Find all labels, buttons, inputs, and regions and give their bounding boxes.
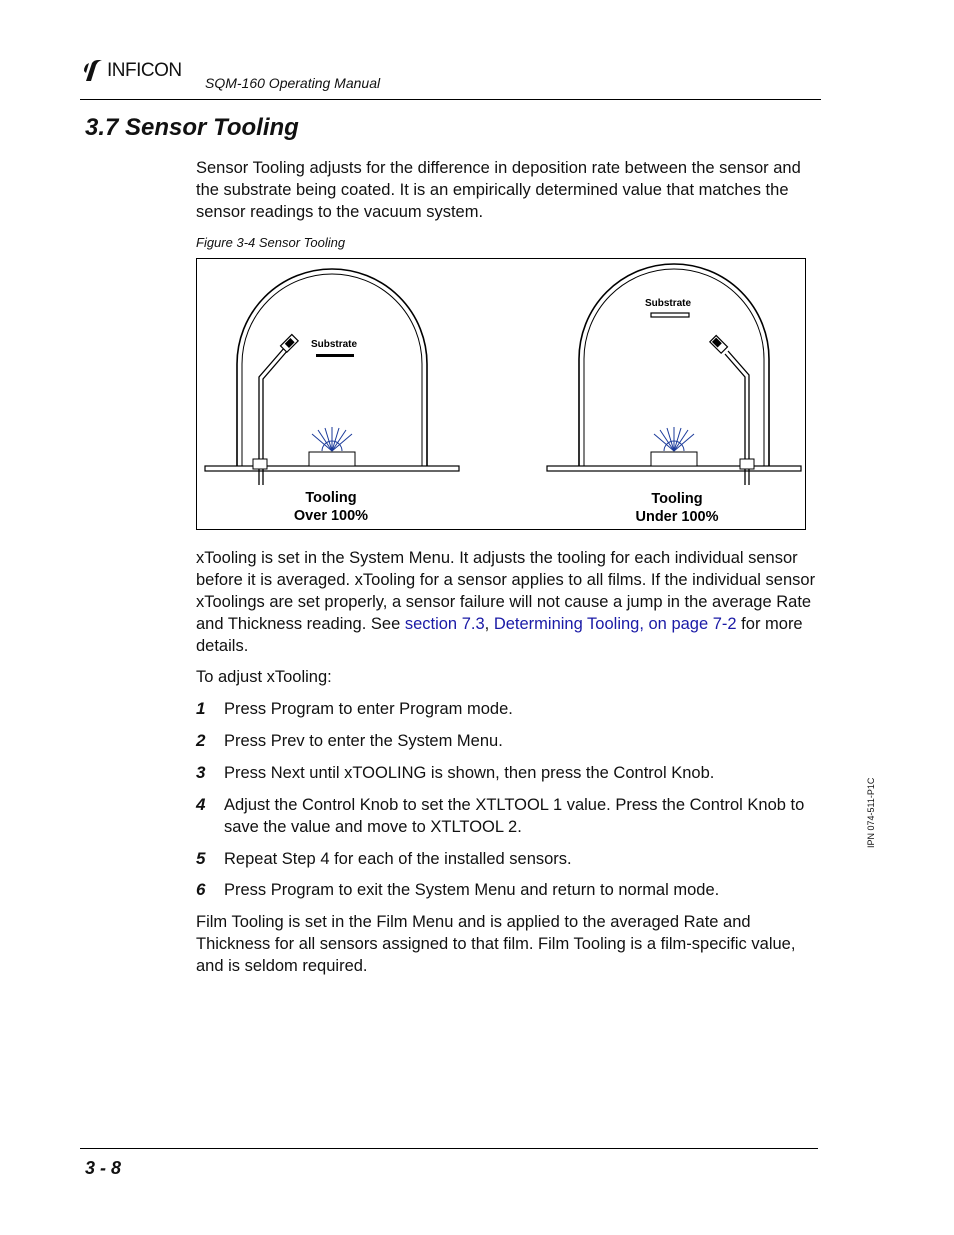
right-vapor-plume	[654, 427, 694, 451]
step-text: Press Program to enter Program mode.	[224, 700, 513, 718]
section-title: 3.7 Sensor Tooling	[85, 114, 299, 141]
left-substrate-label: Substrate	[310, 339, 358, 350]
adjust-intro: To adjust xTooling:	[196, 668, 332, 686]
page-number: 3 - 8	[85, 1158, 122, 1178]
step-text: Adjust the Control Knob to set the XTLTOOL 1 value. Press the Control Knob to save the value and move to XTLTOOL 2.	[224, 796, 805, 836]
step-number: 1	[196, 699, 206, 718]
inficon-logo-mark	[82, 59, 104, 83]
left-substrate	[316, 354, 354, 357]
determining-tooling-link[interactable]: Determining Tooling, on page 7-2	[493, 615, 737, 633]
step-number: 5	[196, 849, 206, 868]
sensor-tooling-figure	[196, 258, 806, 530]
link-separator: ,	[484, 615, 494, 633]
right-tooling-label-line1: Tooling	[651, 491, 703, 507]
left-baseplate	[205, 466, 459, 471]
step-number: 4	[196, 795, 206, 814]
left-vapor-plume	[312, 427, 352, 451]
header-divider	[80, 99, 821, 100]
right-tooling-label-line2: Under 100%	[635, 509, 719, 525]
footer-divider	[80, 1148, 818, 1149]
intro-paragraph: Sensor Tooling adjusts for the difference in deposition rate between the sensor and the substrate being coated. It is an empirically determined value that matches the sensor readings to the vacuum system.	[196, 159, 801, 221]
film-tooling-paragraph: Film Tooling is set in the Film Menu and is applied to the averaged Rate and Thickness for all sensors assigned to that film. Film Tooling is a film-specific value, and is seldom required.	[196, 913, 796, 975]
figure-caption: Figure 3-4 Sensor Tooling	[196, 235, 346, 250]
manual-title: SQM-160 Operating Manual	[205, 75, 381, 91]
xtooling-text-after: for more details.	[196, 615, 803, 655]
left-source	[309, 452, 355, 466]
step-number: 3	[196, 763, 206, 782]
brand-name: INFICON	[107, 60, 182, 81]
xtooling-paragraph	[196, 547, 816, 657]
right-source	[651, 452, 697, 466]
step-text: Press Program to exit the System Menu and return to normal mode.	[224, 881, 720, 899]
right-baseplate	[547, 466, 801, 471]
left-tooling-label-line1: Tooling	[305, 490, 357, 506]
left-sensor-arm	[253, 335, 298, 485]
right-sensor-arm	[710, 336, 754, 485]
ipn-number: IPN 074-511-P1C	[866, 777, 876, 848]
step-number: 2	[196, 731, 206, 750]
step-text: Press Prev to enter the System Menu.	[224, 732, 503, 750]
right-substrate	[651, 313, 689, 317]
sensor-tooling-diagram	[197, 259, 807, 531]
step-text: Press Next until xTOOLING is shown, then press the Control Knob.	[224, 764, 715, 782]
inficon-logo	[82, 58, 182, 84]
right-substrate-label: Substrate	[644, 298, 692, 309]
right-chamber	[547, 264, 801, 525]
xtooling-text-before: xTooling is set in the System Menu. It adjusts the tooling for each individual sensor before it is averaged. xTooling for a sensor applies to all films. If the individual sensor xToolings are set properly, a sensor failure will not cause a jump in the average Rate and Thickness reading. See	[196, 549, 816, 633]
left-chamber	[205, 269, 459, 524]
left-tooling-label-line2: Over 100%	[293, 508, 369, 524]
section-7-3-link[interactable]: section 7.3	[404, 615, 485, 633]
step-number: 6	[196, 880, 206, 899]
step-text: Repeat Step 4 for each of the installed sensors.	[224, 850, 572, 868]
